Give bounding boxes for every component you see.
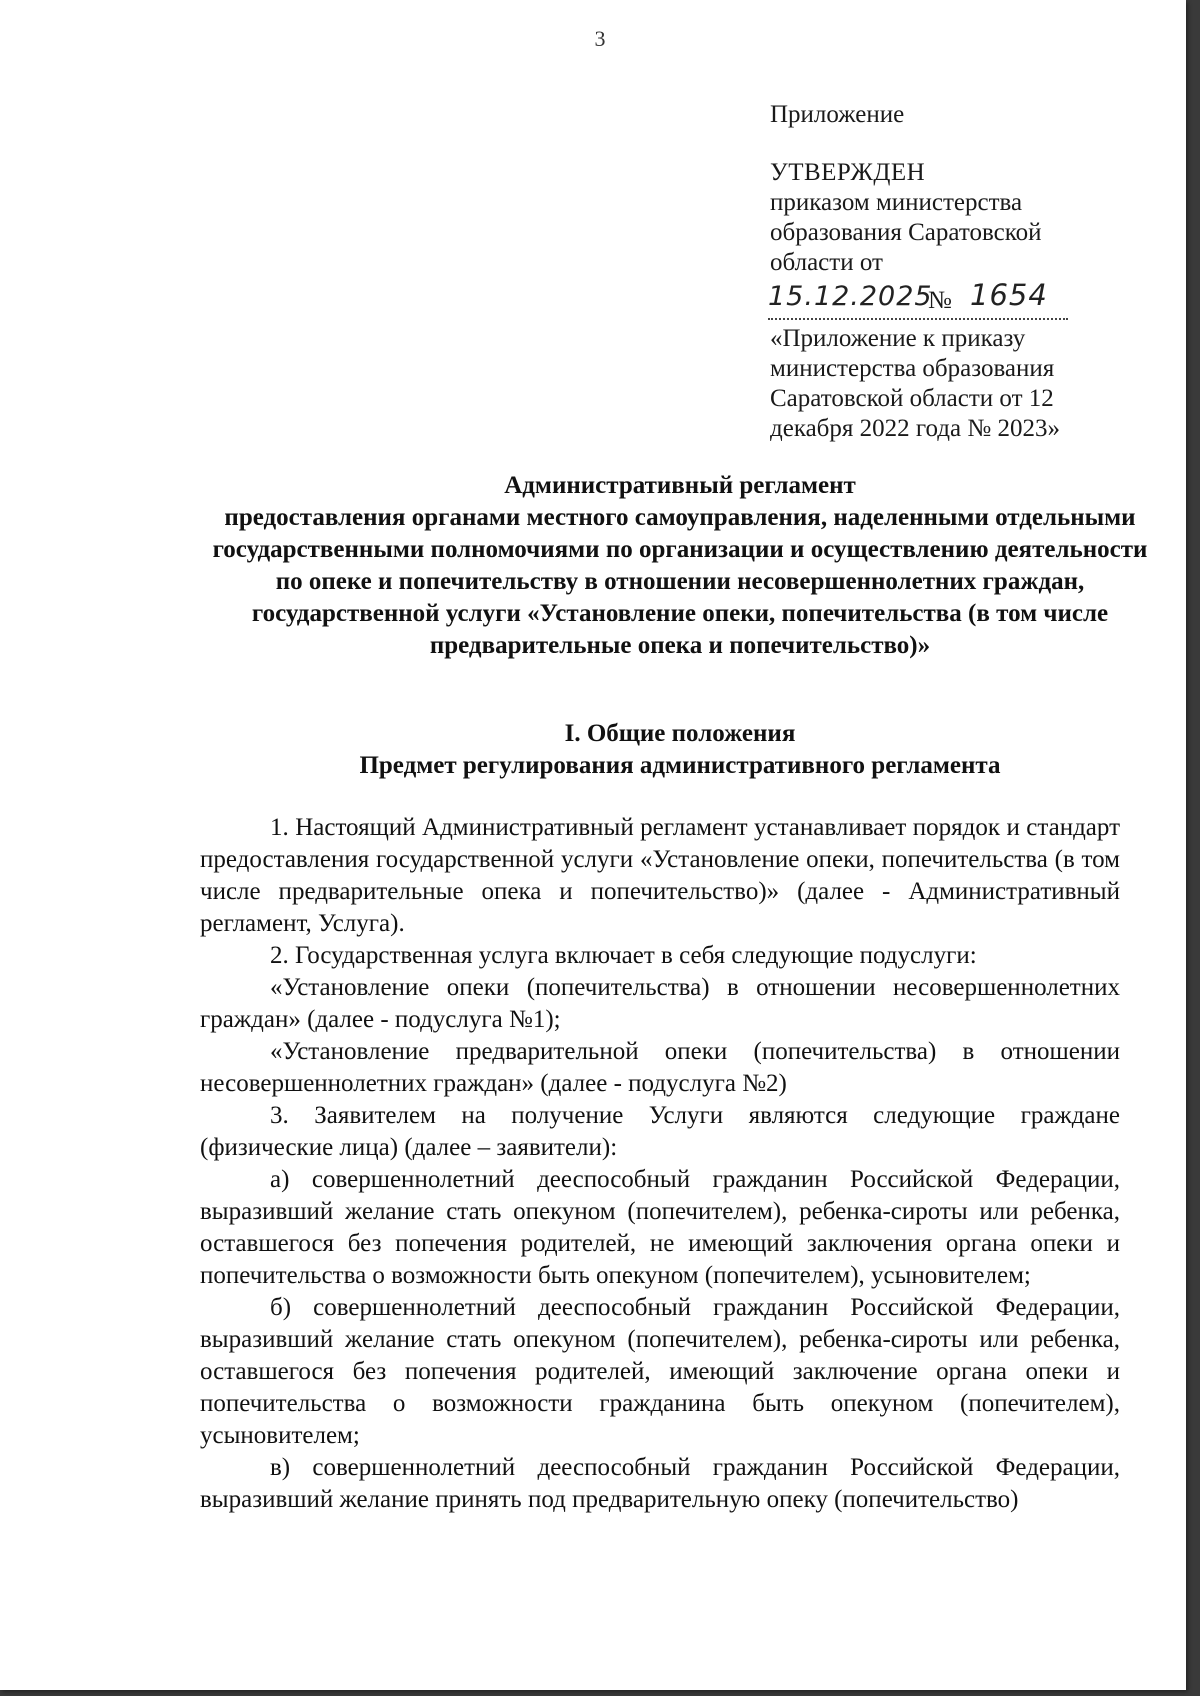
page-number: 3 [594,26,606,51]
paragraph: 1. Настоящий Административный регламент устанавливает порядок и стандарт предоставления государственной услуги «Установление опеки, попечительства (в том числе предварительные опека и попечительство)» (далее - Административный регламент, Услуга). [200,814,1120,937]
title-line-1: Административный регламент [504,472,856,499]
number-sign: № [928,287,952,314]
order-number-handwritten: 1654 [970,278,1048,312]
title-rest: предоставления органами местного самоуправления, наделенными отдельными государственными полномочиями по организации и осуществлению деятельности по опеке и попечительству в отношении несовершеннолетних граждан, государственной услуги «Установление опеки, попечительства (в том числе предварительные опека и попечительство)» [212,504,1148,659]
paragraph: а) совершеннолетний дееспособный гражданин Российской Федерации, выразивший желание стать опекуном (попечителем), ребенка-сироты или ребенка, оставшегося без попечения родителей, не имеющий заключения органа опеки и попечительства о возможности быть опекуном (попечителем), усыновителем; [200,1166,1120,1289]
order-date-number-line [770,280,1100,324]
appendix-label: Приложение [770,101,905,128]
section-heading: I. Общие положения [564,720,796,747]
approval-block [770,100,1100,444]
paragraph: б) совершеннолетний дееспособный гражданин Российской Федерации, выразивший желание стать опекуном (попечителем), ребенка-сироты или ребенка, оставшегося без попечения родителей, имеющий заключение органа опеки и попечительства о возможности гражданина быть опекуном (попечителем), усыновителем; [200,1294,1120,1449]
paragraph: «Установление опеки (попечительства) в отношении несовершеннолетних граждан» (далее - подуслуга №1); [200,974,1120,1033]
paragraph: «Установление предварительной опеки (попечительства) в отношении несовершеннолетних граждан» (далее - подуслуга №2) [200,1038,1120,1097]
approved-label: УТВЕРЖДЕН [770,159,926,186]
body-text [200,812,1120,1516]
section-heading-block [200,718,1160,782]
document-title [200,470,1160,662]
approved-by-order: приказом министерства образования Саратовской области от [770,189,1042,276]
paragraph: 2. Государственная услуга включает в себя следующие подуслуги: [270,942,977,969]
signature-underline [768,318,1068,320]
order-date-handwritten: 15.12.2025 [768,281,933,312]
previous-appendix-reference: «Приложение к приказу министерства образования Саратовской области от 12 декабря 2022 года № 2023» [770,325,1060,442]
paragraph: в) совершеннолетний дееспособный гражданин Российской Федерации, выразивший желание принять под предварительную опеку (попечительство) [200,1454,1120,1513]
section-subheading: Предмет регулирования административного регламента [359,752,1001,779]
paragraph: 3. Заявителем на получение Услуги являются следующие граждане (физические лица) (далее – заявители): [200,1102,1120,1161]
